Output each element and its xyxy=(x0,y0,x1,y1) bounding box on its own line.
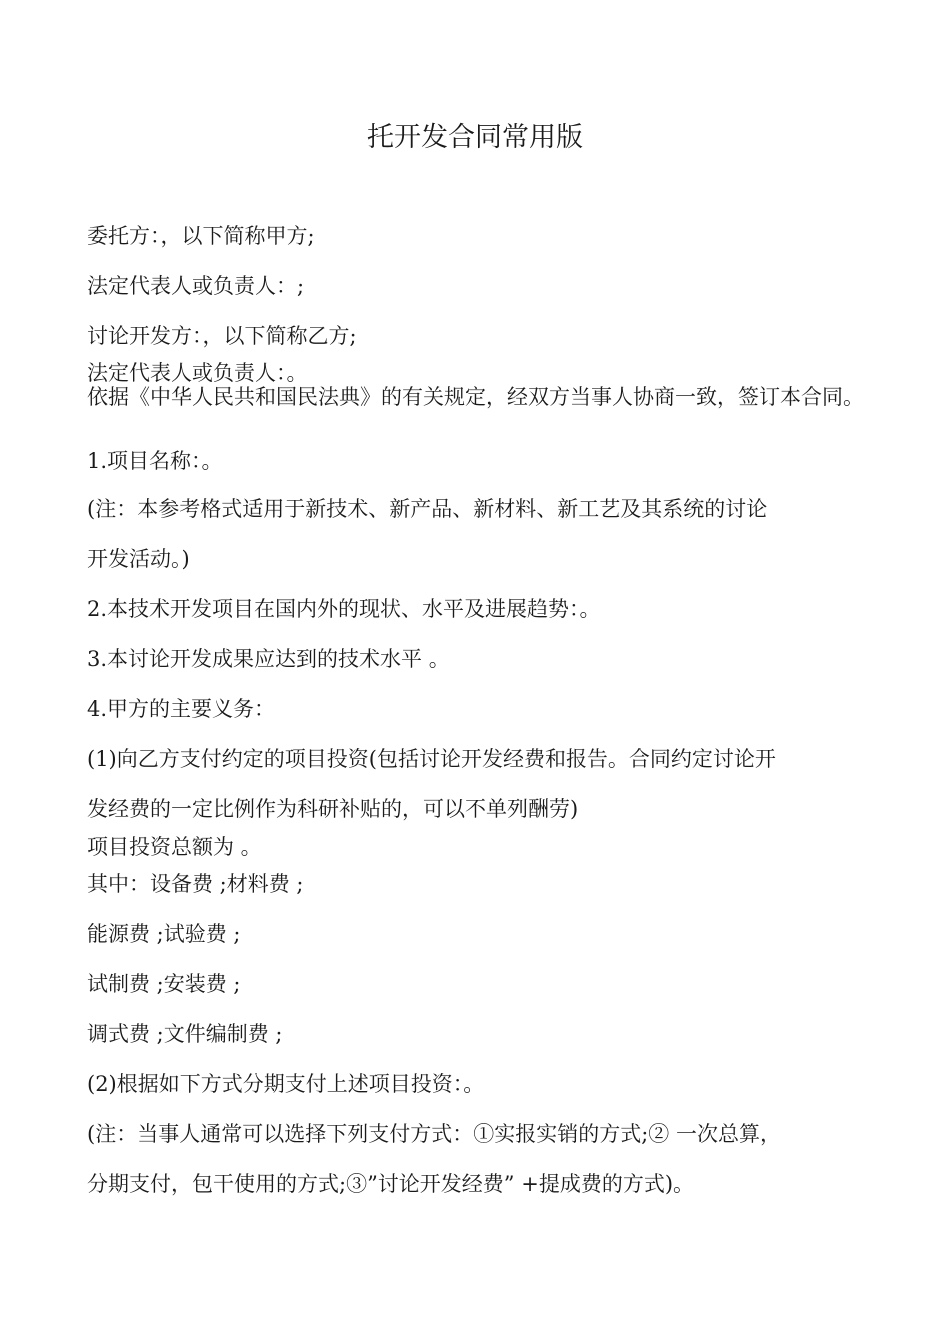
paragraph-item-1: 1.项目名称：。 xyxy=(87,449,223,473)
paragraph-item-3: 3.本讨论开发成果应达到的技术水平 。 xyxy=(87,647,450,671)
paragraph-note-2-line-2: 分期支付，包干使用的方式;③”讨论开发经费” +提成费的方式)。 xyxy=(87,1172,695,1196)
paragraph-item-4: 4.甲方的主要义务： xyxy=(87,697,276,721)
paragraph-legal-representative-b: 法定代表人或负责人：。 xyxy=(87,361,308,385)
paragraph-developer-party: 讨论开发方：，以下简称乙方; xyxy=(87,324,357,348)
paragraph-item-4-1-line-2: 发经费的一定比例作为科研补贴的，可以不单列酬劳) xyxy=(87,797,579,821)
paragraph-cost-breakdown-2: 能源费 ;试验费 ; xyxy=(87,922,241,946)
paragraph-total-investment: 项目投资总额为 。 xyxy=(87,835,262,859)
paragraph-cost-breakdown-4: 调式费 ;文件编制费 ; xyxy=(87,1022,283,1046)
paragraph-item-4-1-line-1: (1)向乙方支付约定的项目投资(包括讨论开发经费和报告。合同约定讨论开 xyxy=(87,747,776,771)
document-title: 托开发合同常用版 xyxy=(367,122,583,153)
paragraph-legal-representative-a: 法定代表人或负责人：; xyxy=(87,274,305,298)
paragraph-note-1-line-2: 开发活动。) xyxy=(87,547,190,571)
paragraph-entrusting-party: 委托方：，以下简称甲方; xyxy=(87,224,315,248)
paragraph-cost-breakdown-3: 试制费 ;安装费 ; xyxy=(87,972,241,996)
paragraph-item-2: 2.本技术开发项目在国内外的现状、水平及进展趋势：。 xyxy=(87,597,601,621)
paragraph-cost-breakdown-1: 其中：设备费 ;材料费 ; xyxy=(87,872,304,896)
paragraph-note-2-line-1: (注：当事人通常可以选择下列支付方式：①实报实销的方式;② 一次总算， xyxy=(87,1122,781,1146)
paragraph-note-1-line-1: (注：本参考格式适用于新技术、新产品、新材料、新工艺及其系统的讨论 xyxy=(87,497,768,521)
paragraph-legal-basis: 依据《中华人民共和国民法典》的有关规定，经双方当事人协商一致，签订本合同。 xyxy=(87,385,864,409)
paragraph-item-4-2: (2)根据如下方式分期支付上述项目投资：。 xyxy=(87,1072,485,1096)
